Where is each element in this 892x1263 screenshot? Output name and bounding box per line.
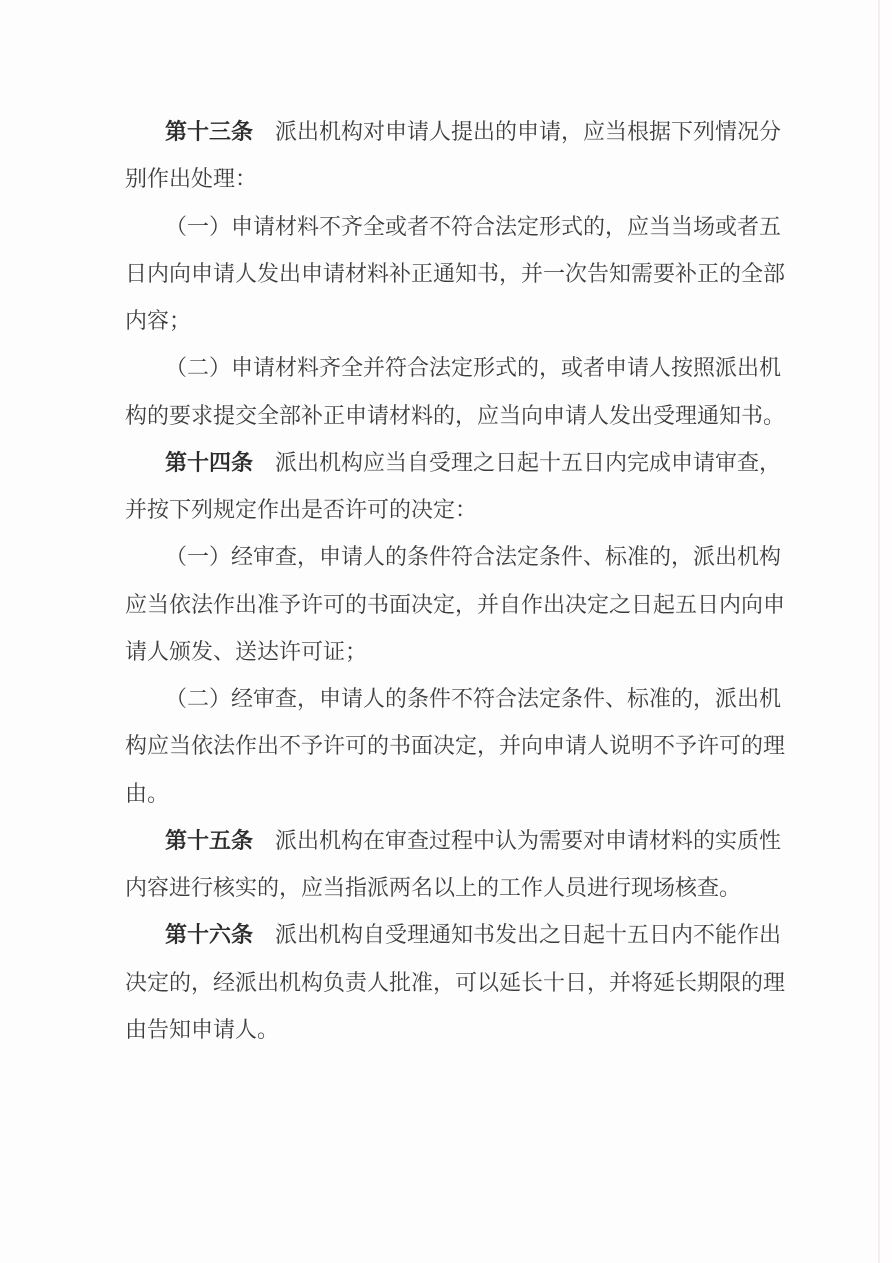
- document-line: [125, 155, 787, 202]
- line-text: 应当依法作出准予许可的书面决定，并自作出决定之日起五日内向申: [125, 591, 786, 617]
- document-line: [125, 533, 787, 580]
- document-line: [125, 203, 787, 250]
- article-number-13: 第十三条: [165, 119, 276, 144]
- document-line: [125, 864, 787, 911]
- line-text: 内容；: [125, 308, 192, 333]
- line-text: （一）申请材料不齐全或者不符合法定形式的，应当当场或者五: [165, 213, 782, 239]
- line-text: 别作出处理：: [125, 166, 258, 192]
- line-text: 派出机构自受理通知书发出之日起十五日内不能作出: [275, 922, 782, 948]
- document-line: [125, 108, 787, 155]
- document-line: [125, 722, 787, 769]
- document-line: [125, 297, 787, 344]
- line-text: 派出机构在审查过程中认为需要对申请材料的实质性: [275, 827, 782, 853]
- line-text: 内容进行核实的，应当指派两名以上的工作人员进行现场核查。: [125, 875, 742, 900]
- document-line: [125, 959, 787, 1006]
- document-text-block: [125, 108, 787, 1053]
- document-line: [125, 392, 787, 439]
- document-line: [125, 439, 787, 486]
- page-edge-line: [878, 0, 880, 1263]
- document-line: [125, 344, 787, 391]
- line-text: 决定的，经派出机构负责人批准，可以延长十日，并将延长期限的理: [125, 969, 786, 995]
- document-line: [125, 581, 787, 628]
- article-number-15: 第十五条: [165, 827, 276, 853]
- line-text: 请人颁发、送达许可证；: [125, 638, 368, 664]
- line-text: 并按下列规定作出是否许可的决定：: [125, 497, 478, 522]
- line-text: 构应当依法作出不予许可的书面决定，并向申请人说明不予许可的理: [125, 733, 786, 759]
- document-line: [125, 1006, 787, 1053]
- line-text: 日内向申请人发出申请材料补正通知书，并一次告知需要补正的全部: [125, 260, 786, 286]
- line-text: 派出机构对申请人提出的申请，应当根据下列情况分: [275, 119, 782, 144]
- document-line: [125, 628, 787, 675]
- article-number-16: 第十六条: [165, 922, 276, 948]
- document-line: [125, 675, 787, 722]
- line-text: 由。: [125, 780, 170, 806]
- line-text: （一）经审查，申请人的条件符合法定条件、标准的，派出机构: [165, 544, 782, 570]
- document-line: [125, 817, 787, 864]
- document-line: [125, 250, 787, 297]
- line-text: 由告知申请人。: [125, 1016, 280, 1042]
- line-text: 构的要求提交全部补正申请材料的，应当向申请人发出受理通知书。: [125, 402, 786, 428]
- document-line: [125, 911, 787, 958]
- document-line: [125, 486, 787, 533]
- document-line: [125, 770, 787, 817]
- line-text: （二）申请材料齐全并符合法定形式的，或者申请人按照派出机: [165, 355, 782, 381]
- page-edge-strip: [880, 0, 892, 1263]
- line-text: （二）经审查，申请人的条件不符合法定条件、标准的，派出机: [165, 686, 782, 711]
- line-text: 派出机构应当自受理之日起十五日内完成申请审查，: [275, 449, 782, 475]
- article-number-14: 第十四条: [165, 449, 276, 475]
